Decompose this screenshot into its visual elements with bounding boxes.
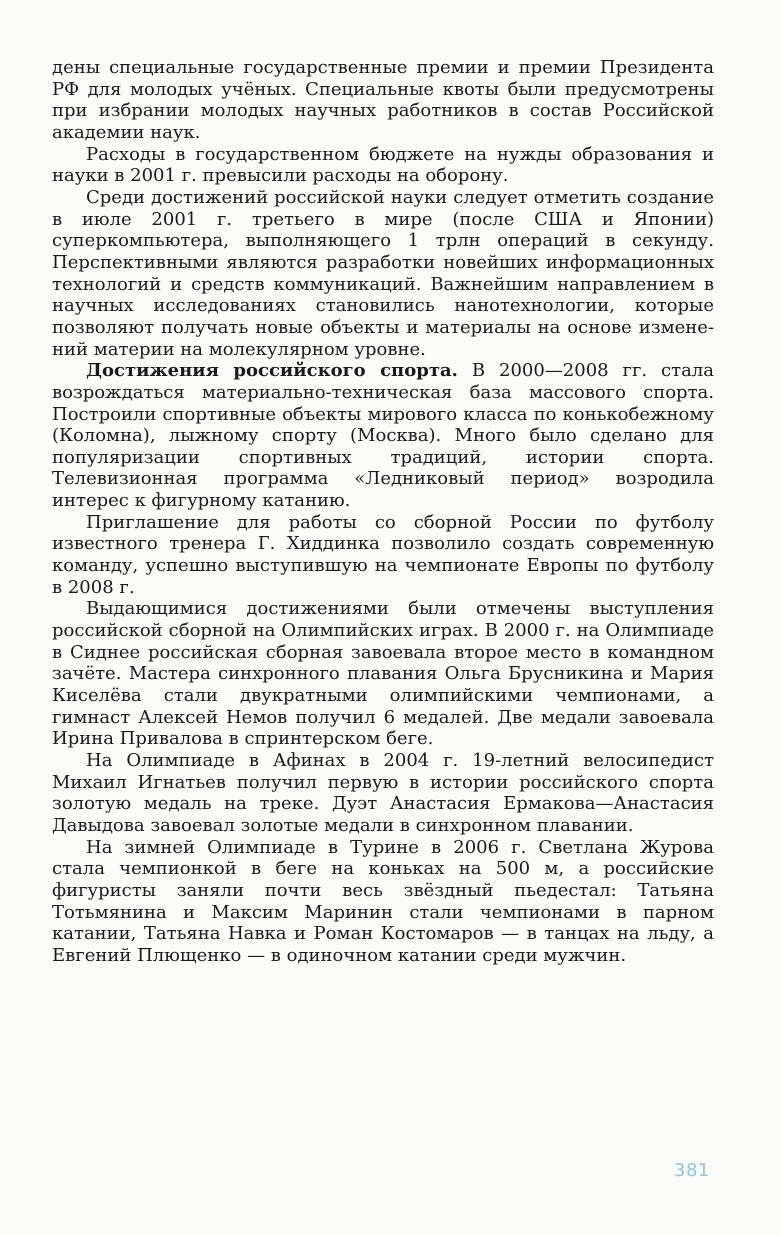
paragraph-science-achievements xyxy=(52,187,714,360)
page-number: 381 xyxy=(674,1160,710,1181)
paragraph-text: В 2000—2008 гг. стала возрождаться материально-техническая база массового спорта. Построили спортивные объекты мирового класса по конькобежному (Коломна), лыжному спорту (Москва). Много было сделано для популяризации спортивных традиций, истории спорта. Телевизионная программа «Ледниковый период» возродила интерес к фигурному катанию. xyxy=(52,360,714,512)
paragraph-sydney-olympics xyxy=(52,598,714,750)
paragraph-text: Расходы в государственном бюджете на нужды образования и науки в 2001 г. превысили расходы на оборону. xyxy=(52,143,714,187)
paragraph-athens-olympics xyxy=(52,750,714,837)
paragraph-text: На зимней Олимпиаде в Турине в 2006 г. Светлана Журова стала чемпионкой в беге на коньках на 500 м, а российские фигуристы заняли почти весь звёздный пьедестал: Татьяна Тотьмянина и Максим Маринин стали чемпионами в парном катании, Татьяна Навка и Роман Костомаров — в танцах на льду, а Евгений Плющенко — в одиночном катании среди мужчин. xyxy=(52,836,714,966)
paragraph-sport-achievements xyxy=(52,360,714,512)
paragraph-text: На Олимпиаде в Афинах в 2004 г. 19-летний велосипедист Михаил Игнатьев получил первую в истории российского спорта золотую медаль на треке. Дуэт Анастасия Ермакова—Анастасия Давыдова завоевал золотые медали в синхронном плавании. xyxy=(52,750,714,836)
paragraph-text: Среди достижений российской науки следует отметить создание в июле 2001 г. третьего в мире (после США и Японии) суперкомпьютера, выполняющего 1 трлн операций в секунду. Перспективными являются разработки новейших информационных технологий и средств коммуникаций. Важнейшим направлением в научных исследованиях становились нанотехнологии, которые позволяют получать новые объекты и материалы на основе изменений материи на молекулярном уровне. xyxy=(52,186,714,360)
paragraph-text: Выдающимися достижениями были отмечены выступления российской сборной на Олимпийских играх. В 2000 г. на Олимпиаде в Сиднее российская сборная завоевала второе место в командном зачёте. Мастера синхронного плавания Ольга Брусникина и Мария Киселёва стали двукратными олимпийскими чемпионами, а гимнаст Алексей Немов получил 6 медалей. Две медали завоевала Ирина Привалова в спринтерском беге. xyxy=(52,598,714,750)
section-heading: Достижения российского спорта. xyxy=(86,360,458,382)
paragraph-text: Приглашение для работы со сборной России по футболу известного тренера Г. Хиддинка позволило создать современную команду, успешно выступившую на чемпионате Европы по футболу в 2008 г. xyxy=(52,511,714,598)
page-text xyxy=(52,57,714,967)
paragraph-football-team xyxy=(52,512,714,599)
paragraph-education-budget xyxy=(52,144,714,187)
paragraph-text: дены специальные государственные премии и премии Президента РФ для молодых учёных. Специальные квоты были предусмотрены при избрании молодых научных работников в состав Российской академии наук. xyxy=(52,57,714,143)
paragraph-young-scientists-awards xyxy=(52,57,714,144)
paragraph-turin-olympics xyxy=(52,837,714,967)
